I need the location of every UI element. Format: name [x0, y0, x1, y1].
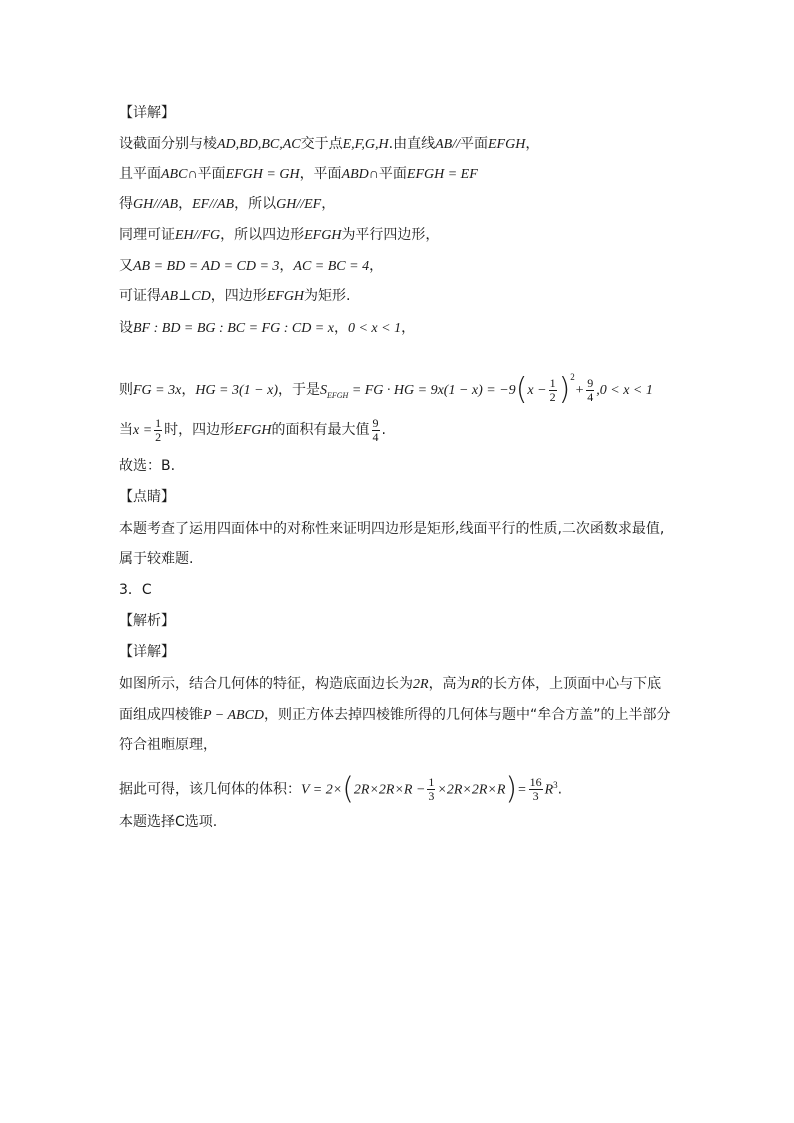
text: 如图所示，结合几何体的特征，构造底面边长为: [119, 676, 413, 692]
text: 为矩形.: [304, 288, 351, 304]
math: ABC∩: [161, 167, 198, 182]
text: ，: [333, 320, 348, 336]
text: ，高为: [428, 676, 471, 692]
math: E,F,G,H: [342, 137, 389, 152]
text-line: [119, 256, 383, 277]
text-line: 符合祖暅原理，: [119, 737, 217, 753]
numerator: 9: [372, 415, 379, 430]
section-heading-comment: 【点睛】: [119, 489, 175, 505]
math: EF//AB: [192, 197, 235, 212]
text: 又: [119, 258, 133, 274]
numerator: 16: [529, 775, 542, 790]
math: AB⊥CD: [161, 289, 211, 304]
text: 据此可得，该几何体的体积：: [119, 781, 301, 798]
section-heading-analysis: 【解析】: [119, 613, 175, 629]
numerator: 9: [587, 375, 594, 390]
text-line: [119, 705, 671, 726]
text: ，四边形: [210, 288, 267, 304]
math: EH//FG: [175, 228, 221, 243]
math: AD,BD,BC,AC: [217, 137, 301, 152]
text: 面组成四棱锥: [119, 707, 203, 723]
numerator: 1: [155, 415, 162, 430]
text-line: [119, 225, 439, 246]
math: FG = 3x: [133, 383, 182, 398]
fraction: [586, 377, 594, 404]
math: EFGH = EF: [406, 167, 478, 182]
text: 则: [119, 382, 133, 398]
exponent: 3: [553, 780, 558, 790]
math: BF : BD = BG : BC = FG : CD = x: [133, 321, 334, 336]
paren-open: (: [515, 372, 528, 407]
math: R: [470, 677, 480, 692]
text: 可证得: [119, 288, 161, 304]
text-line: [119, 286, 351, 307]
math: GH//EF: [276, 197, 322, 212]
text: 交于点: [300, 136, 343, 152]
subscript: EFGH: [326, 390, 349, 400]
math: = FG · HG = 9x(1 − x) = −9: [348, 383, 516, 398]
math: +: [574, 383, 585, 398]
text: ，平面: [299, 166, 342, 182]
text: 平面: [378, 166, 407, 182]
text: ，于是: [277, 382, 320, 398]
text-line: [119, 134, 539, 155]
math: R: [544, 782, 554, 798]
text: ，: [178, 196, 193, 212]
math: AB = BD = AD = CD = 3: [133, 259, 280, 274]
fraction: [154, 417, 162, 444]
math: 0 < x < 1: [347, 321, 402, 336]
math: EFGH: [304, 228, 342, 243]
text: 时，四边形: [164, 422, 235, 438]
text: 的面积有最大值: [271, 422, 370, 438]
text: ，: [369, 258, 384, 274]
text: 且平面: [119, 166, 161, 182]
math: 2R: [413, 677, 429, 692]
denominator: 2: [549, 389, 556, 404]
math: AC = BC = 4: [293, 259, 370, 274]
math: EFGH: [266, 289, 305, 304]
answer-line: 故选：B.: [119, 458, 176, 474]
text: 设: [119, 320, 133, 336]
paren-open: (: [342, 771, 354, 807]
math: EFGH: [487, 137, 526, 152]
text: ，则正方体去掉四棱锥所得的几何体与题中“牟合方盖”的上半部分: [264, 707, 671, 723]
question-answer: 3．C: [119, 582, 152, 598]
text: ，: [279, 258, 294, 274]
paren-close: ): [505, 771, 518, 807]
text: .由直线: [388, 136, 436, 152]
math: x −: [527, 383, 547, 398]
text: ，所以四边形: [220, 227, 305, 243]
text-line: 本题选择C选项.: [119, 814, 218, 830]
text: ，: [321, 196, 336, 212]
text: 得: [119, 196, 133, 212]
math: S: [319, 383, 327, 398]
math: =: [517, 782, 527, 798]
text: ，: [525, 136, 540, 152]
math: EFGH = GH: [225, 167, 300, 182]
text: .: [381, 422, 386, 438]
fraction: [427, 776, 435, 803]
text: .: [557, 781, 563, 798]
numerator: 1: [549, 375, 556, 390]
math: V = 2×: [301, 782, 343, 798]
fraction: [549, 377, 557, 404]
math: ,0 < x < 1: [596, 383, 653, 398]
denominator: 4: [587, 389, 594, 404]
text: 的长方体，上顶面中心与下底: [479, 676, 662, 692]
formula-line: [119, 768, 562, 808]
math: HG = 3(1 − x): [195, 383, 278, 398]
text: 平面: [197, 166, 226, 182]
math: x =: [133, 423, 153, 438]
text: 平面: [459, 136, 488, 152]
text: 同理可证: [119, 227, 175, 243]
exponent: 2: [570, 372, 575, 382]
text: 为平行四边形，: [341, 227, 440, 243]
section-heading-detail: 【详解】: [119, 105, 175, 121]
math: EFGH: [234, 423, 272, 438]
numerator: 1: [428, 775, 435, 790]
section-heading-detail: 【详解】: [119, 644, 175, 660]
math: 2R×2R×R −: [353, 782, 426, 798]
text-line: 本题考查了运用四面体中的对称性来证明四边形是矩形,线面平行的性质,二次函数求最值,: [119, 521, 665, 537]
text-line: [119, 674, 661, 695]
formula-line: [119, 413, 386, 448]
text-line: 属于较难题.: [119, 551, 194, 567]
math: P − ABCD: [203, 708, 265, 723]
text-line: [119, 318, 415, 339]
text-line: [119, 164, 478, 185]
text: ，: [401, 320, 416, 336]
text-line: [119, 194, 335, 215]
formula-line: [119, 360, 653, 413]
denominator: 3: [428, 789, 435, 804]
denominator: 2: [155, 429, 162, 444]
text: 当: [119, 422, 133, 438]
math: AB//: [435, 137, 460, 152]
fraction: [372, 417, 380, 444]
fraction: [529, 776, 543, 803]
math: ABD∩: [341, 167, 379, 182]
text: 设截面分别与棱: [119, 136, 217, 152]
paren-close: ): [558, 372, 571, 407]
denominator: 3: [532, 789, 539, 804]
math: GH//AB: [133, 197, 179, 212]
text: ，所以: [234, 196, 277, 212]
text: ，: [181, 382, 196, 398]
denominator: 4: [372, 429, 379, 444]
math: ×2R×2R×R: [437, 782, 506, 798]
